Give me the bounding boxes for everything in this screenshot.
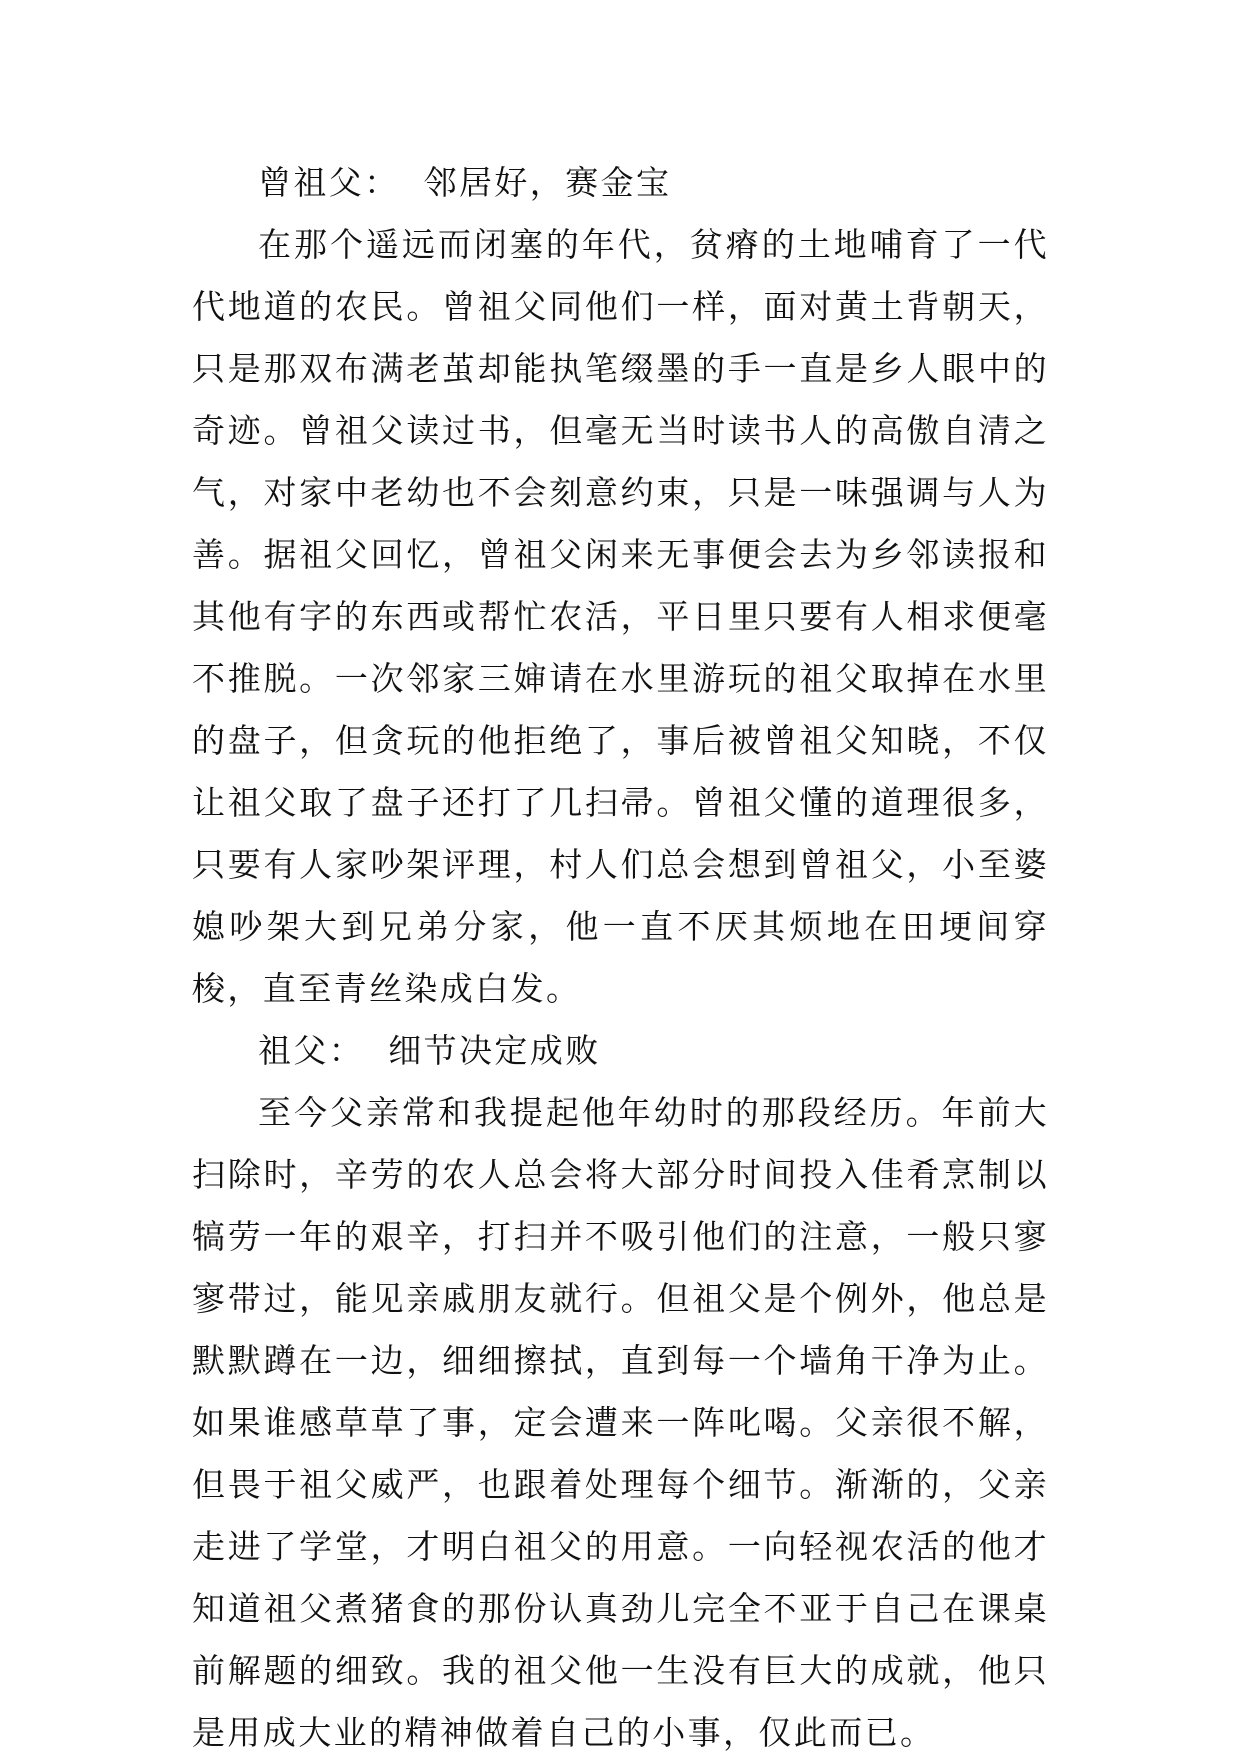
section-heading-grandfather — [192, 1020, 1049, 1082]
section-body-grandfather: 至今父亲常和我提起他年幼时的那段经历。年前大扫除时，辛劳的农人总会将大部分时间投入佳肴烹制以犒劳一年的艰辛，打扫并不吸引他们的注意，一般只寥寥带过，能见亲戚朋友就行。但祖父是个例外，他总是默默蹲在一边，细细擦拭，直到每一个墙角干净为止。如果谁感草草了事，定会遭来一阵叱喝。父亲很不解，但畏于祖父威严，也跟着处理每个细节。渐渐的，父亲走进了学堂，才明白祖父的用意。一向轻视农活的他才知道祖父煮猪食的那份认真劲儿完全不亚于自己在课桌前解题的细致。我的祖父他一生没有巨大的成就，他只是用成大业的精神做着自己的小事，仅此而已。 — [192, 1093, 1049, 1752]
heading-title: 邻居好，赛金宝 — [423, 163, 672, 202]
heading-title: 细节决定成败 — [388, 1031, 601, 1070]
section-heading-great-grandfather — [192, 152, 1049, 214]
document-page — [192, 152, 1049, 1764]
heading-label: 曾祖父： — [258, 163, 400, 202]
section-body-great-grandfather: 在那个遥远而闭塞的年代，贫瘠的土地哺育了一代代地道的农民。曾祖父同他们一样，面对黄土背朝天，只是那双布满老茧却能执笔缀墨的手一直是乡人眼中的奇迹。曾祖父读过书，但毫无当时读书人的高傲自清之气，对家中老幼也不会刻意约束，只是一味强调与人为善。据祖父回忆，曾祖父闲来无事便会去为乡邻读报和其他有字的东西或帮忙农活，平日里只要有人相求便毫不推脱。一次邻家三婶请在水里游玩的祖父取掉在水里的盘子，但贪玩的他拒绝了，事后被曾祖父知晓，不仅让祖父取了盘子还打了几扫帚。曾祖父懂的道理很多，只要有人家吵架评理，村人们总会想到曾祖父，小至婆媳吵架大到兄弟分家，他一直不厌其烦地在田埂间穿梭，直至青丝染成白发。 — [192, 225, 1049, 1008]
heading-label: 祖父： — [258, 1031, 365, 1070]
